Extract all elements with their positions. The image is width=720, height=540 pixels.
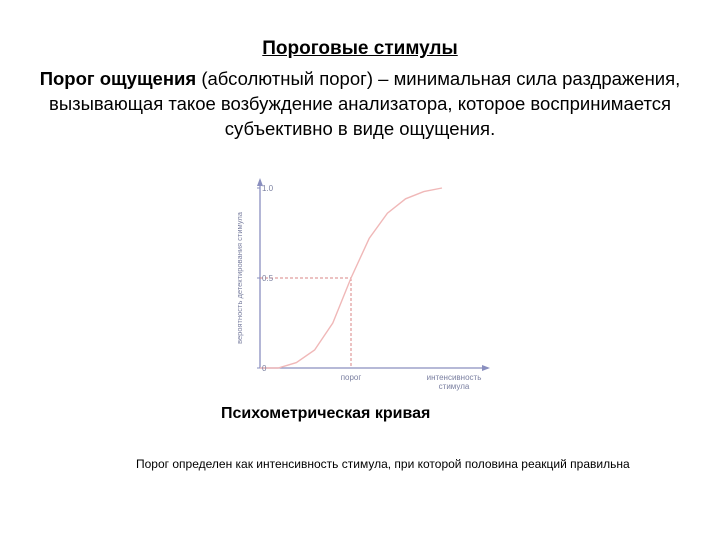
y-tick-label: 0 xyxy=(262,364,267,373)
threshold-note: Порог определен как интенсивность стимула, при которой половина реакций правильна xyxy=(136,457,630,471)
definition-term: Порог ощущения xyxy=(39,68,197,89)
chart-axes xyxy=(257,178,490,371)
threshold-label: порог xyxy=(340,373,362,382)
chart-labels xyxy=(235,184,481,391)
x-axis-arrow xyxy=(482,365,490,371)
slide-title: Пороговые стимулы xyxy=(262,38,458,59)
chart-caption: Психометрическая кривая xyxy=(221,405,431,422)
y-tick-label: 0.5 xyxy=(262,274,274,283)
x-axis-label: интенсивность стимула xyxy=(426,373,482,391)
y-tick-label: 1.0 xyxy=(262,184,274,193)
definition-text xyxy=(22,66,698,141)
definition-rest: (абсолютный порог) – минимальная сила раздражения, вызывающая такое возбуждение анализатора, которое воспринимается субъективно в виде ощущения. xyxy=(49,68,681,139)
y-axis-label: вероятность детектирования стимула xyxy=(235,212,244,344)
psychometric-curve-chart xyxy=(220,176,500,391)
chart-marks xyxy=(260,188,442,368)
